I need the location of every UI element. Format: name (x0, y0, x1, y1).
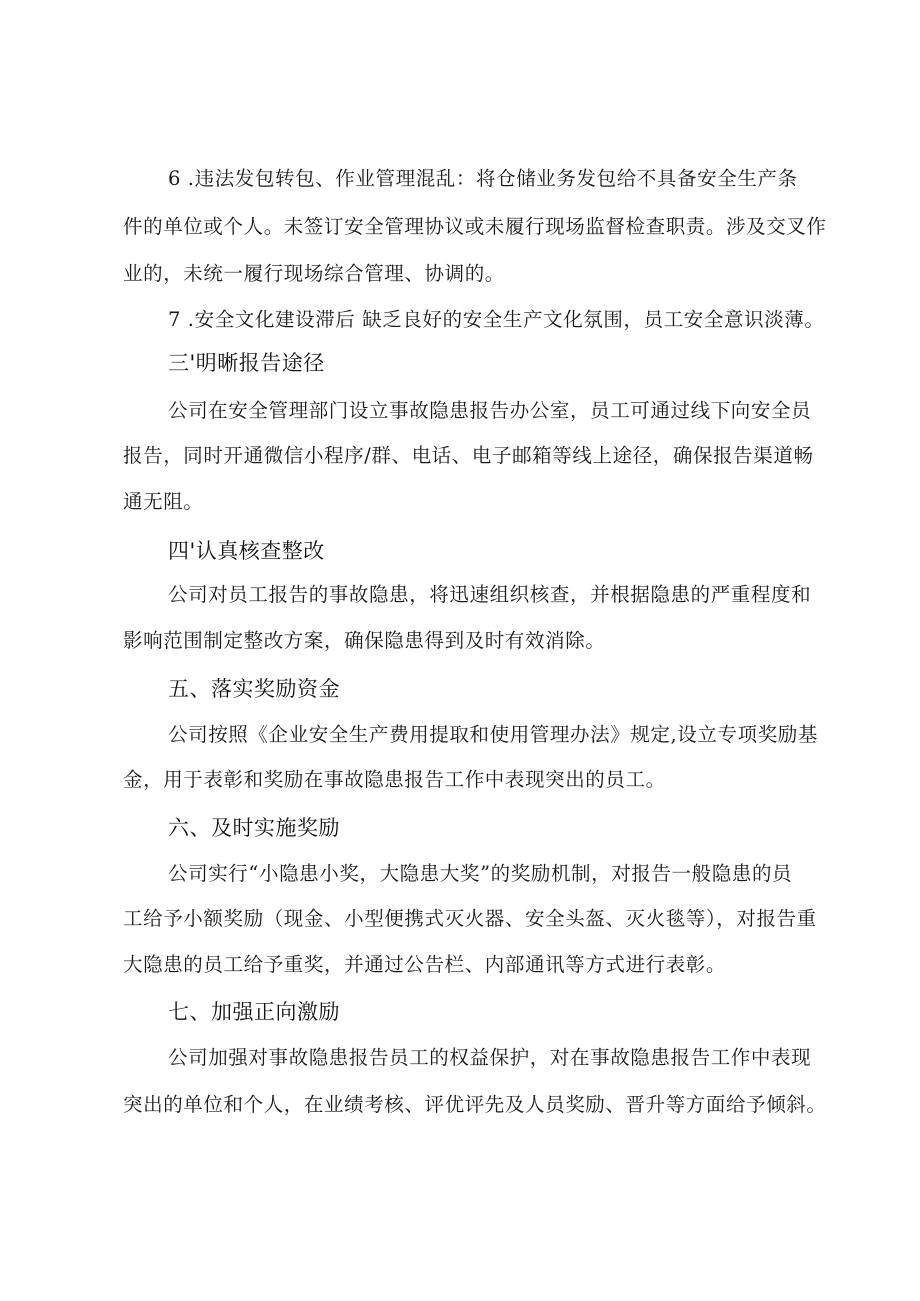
section3-line2: 报告，同时开通微信小程序/群、电话、电子邮箱等线上途径，确保报告渠道畅 (123, 444, 814, 467)
item6-line3: 业的，未统一履行现场综合管理、协调的。 (123, 262, 505, 285)
section6-heading: 六、及时实施奖励 (168, 816, 340, 840)
section7-line1: 公司加强对事故隐患报告员工的权益保护，对在事故隐患报告工作中表现 (168, 1046, 812, 1069)
section6-line3: 大隐患的员工给予重奖，并通过公告栏、内部通讯等方式进行表彰。 (123, 953, 727, 976)
section7-line2: 突出的单位和个人，在业绩考核、评优评先及人员奖励、晋升等方面给予倾斜。 (123, 1093, 827, 1116)
section3-line3: 通无阻。 (123, 490, 204, 513)
section4-line1: 公司对员工报告的事故隐患，将迅速组织核查，并根据隐患的严重程度和 (168, 583, 812, 606)
item7-line1: 7 .安全文化建设滞后 缺乏良好的安全生产文化氛围，员工安全意识淡薄。 (168, 308, 825, 331)
section5-heading: 五、落实奖励资金 (168, 677, 340, 701)
section4-heading: 四'认真核查整改 (168, 539, 325, 563)
section4-line2: 影响范围制定整改方案，确保隐患得到及时有效消除。 (123, 629, 606, 652)
section6-line2: 工给予小额奖励（现金、小型便携式灭火器、安全头盔、灭火毯等），对报告重 (123, 907, 817, 930)
section6-line1: 公司实行“小隐患小奖，大隐患大奖”的奖励机制，对报告一般隐患的员 (168, 862, 793, 885)
item6-line2: 件的单位或个人。未签订安全管理协议或未履行现场监督检查职责。涉及交叉作 (123, 215, 827, 238)
section7-heading: 七、加强正向激励 (168, 1000, 340, 1024)
section3-line1: 公司在安全管理部门设立事故隐患报告办公室，员工可通过线下向安全员 (168, 399, 812, 422)
section3-heading: 三'明晰报告途径 (168, 351, 325, 375)
item6-line1: 6 .违法发包转包、作业管理混乱：将仓储业务发包给不具备安全生产条 (168, 167, 798, 190)
section5-line2: 金，用于表彰和奖励在事故隐患报告工作中表现突出的员工。 (123, 768, 666, 791)
section5-line1: 公司按照《企业安全生产费用提取和使用管理办法》规定,设立专项奖励基 (168, 723, 818, 746)
